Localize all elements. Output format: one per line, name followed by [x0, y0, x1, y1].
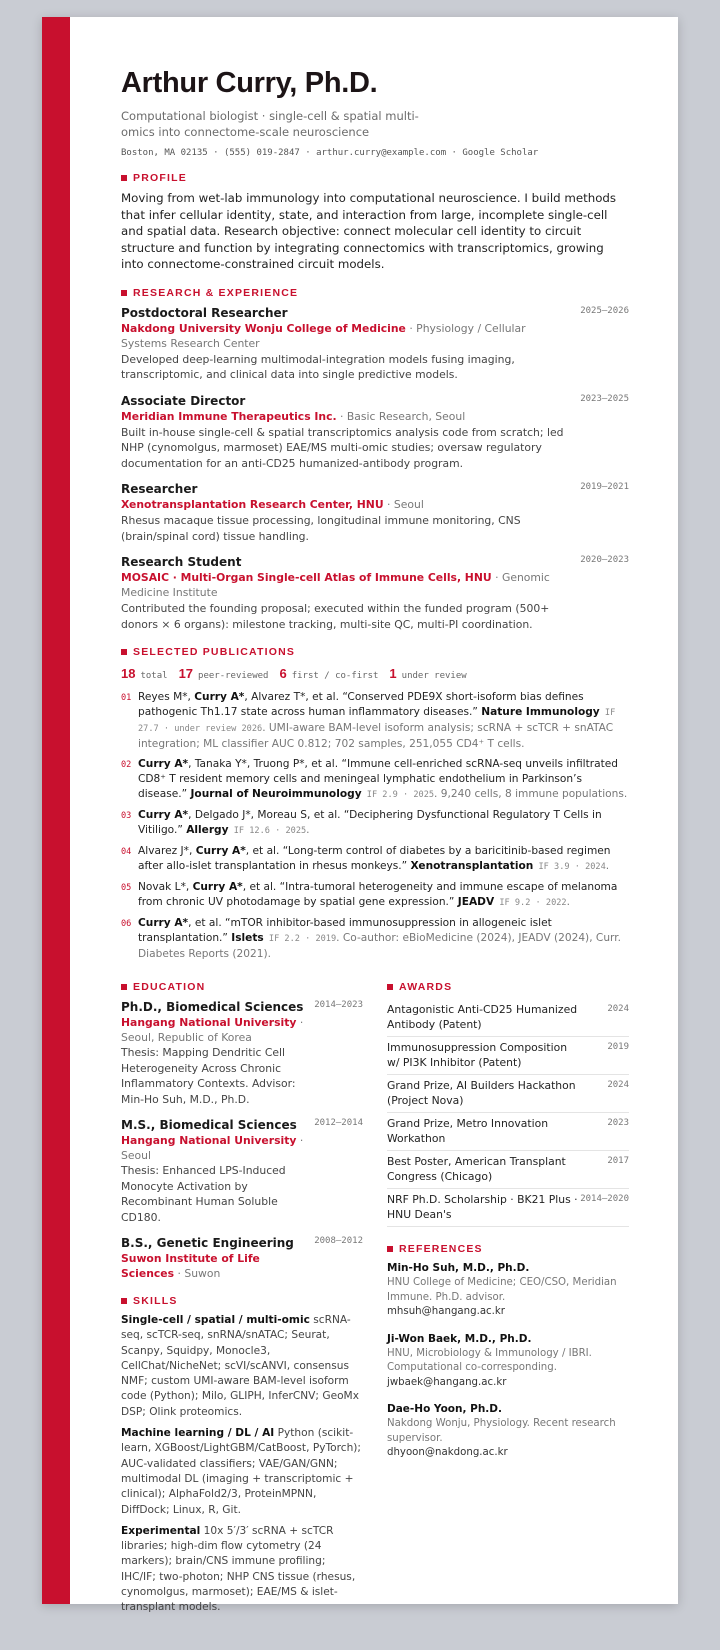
reference-description: Nakdong Wonju, Physiology. Recent research supervisor. [387, 1418, 616, 1444]
publication-number: 04 [121, 847, 132, 857]
job-description: Contributed the founding proposal; executed within the funded program (500+ donors × 6 organs): milestone tracking, multi-site QC, multi-PI coordination. [121, 602, 550, 631]
job-org-detail: · Seoul [383, 498, 424, 511]
award-date: 2017 [607, 1156, 629, 1166]
journal-meta: IF 27.7 · under review 2026 [138, 708, 616, 734]
publication-item [121, 880, 629, 911]
award-date: 2019 [607, 1042, 629, 1052]
job-org-detail: · Genomic Medicine Institute [121, 571, 550, 599]
degree-location: · Seoul [121, 1134, 304, 1162]
reference-description: HNU College of Medicine; CEO/CSO, Meridian Immune. Ph.D. advisor. [387, 1277, 617, 1303]
job-description: Rhesus macaque tissue processing, longitudinal immune monitoring, CNS (brain/spinal cord) tissue handling. [121, 514, 521, 543]
degree-thesis: Thesis: Enhanced LPS-Induced Monocyte Activation by Recombinant Human Soluble CD180. [121, 1164, 286, 1224]
skill-group [121, 1426, 363, 1518]
journal-name: Xenotransplantation [410, 860, 534, 872]
skill-text: Python (scikit-learn, XGBoost/LightGBM/CatBoost, PyTorch); AUC-validated classifiers; VAE/GAN/GNN; multimodal DL (imaging + transcriptomic + clinical); AlphaFold2/3, ProteinMPNN, DiffDock; Linux, R, Git. [121, 1427, 361, 1516]
award-item [387, 1113, 629, 1151]
accent-bar [42, 17, 70, 1604]
journal-meta: IF 12.6 · 2025 [228, 826, 307, 836]
degree-date: 2008–2012 [314, 1236, 363, 1246]
publication-number: 03 [121, 811, 132, 821]
degree-date: 2012–2014 [314, 1118, 363, 1128]
stat-peer-label: peer-reviewed [198, 671, 269, 681]
job-title: Postdoctoral Researcher [121, 305, 288, 320]
experience-heading: RESEARCH & EXPERIENCE [121, 287, 629, 299]
stat-first-count: 6 [279, 666, 287, 681]
education-item [121, 1235, 363, 1281]
self-author: Curry A* [138, 758, 189, 770]
publication-citation: Curry A*, Delgado J*, Moreau S, et al. “Deciphering Dysfunctional Regulatory T Cells in Vitiligo.” Allergy IF 12.6 · 2025. [138, 809, 602, 836]
job-org-line [121, 570, 629, 600]
skill-group [121, 1524, 363, 1616]
reference-item [387, 1261, 629, 1320]
candidate-name: Arthur Curry, Ph.D. [121, 67, 378, 99]
publication-note: . UMI-aware BAM-level isoform analysis; scRNA + scTCR + snATAC integration; ML classifier AUC 0.812; 702 samples, 251,055 CD4⁺ T cells. [138, 722, 614, 750]
award-date: 2024 [607, 1080, 629, 1090]
publication-item [121, 844, 629, 875]
reference-name: Dae-Ho Yoon, Ph.D. [387, 1403, 502, 1415]
reference-item [387, 1332, 629, 1391]
journal-meta: IF 2.2 · 2019 [263, 934, 337, 944]
skill-label: Machine learning / DL / AI [121, 1427, 275, 1440]
stat-total-label: total [140, 671, 168, 681]
job-org: Xenotransplantation Research Center, HNU [121, 498, 384, 511]
award-text: Immunosuppression Composition w/ PI3K Inhibitor (Patent) [387, 1041, 568, 1069]
award-item [387, 1151, 629, 1189]
right-column [387, 967, 629, 1622]
degree-school-line [121, 1251, 363, 1281]
resume-page [42, 17, 678, 1614]
job-org: Meridian Immune Therapeutics Inc. [121, 409, 337, 423]
award-item [387, 1189, 629, 1227]
section-marker-icon [121, 1298, 127, 1304]
job-date: 2020–2023 [580, 555, 629, 565]
degree-date: 2014–2023 [314, 1000, 363, 1010]
publication-note: . [566, 896, 570, 908]
job-org-line [121, 321, 629, 351]
section-marker-icon [121, 290, 127, 296]
award-text: Antagonistic Anti-CD25 Humanized Antibody (Patent) [387, 1003, 578, 1031]
references-heading: REFERENCES [387, 1243, 629, 1255]
degree-location: · Seoul, Republic of Korea [121, 1016, 304, 1044]
reference-description: HNU, Microbiology & Immunology / IBRI. Computational co-corresponding. [387, 1347, 592, 1373]
publication-note: . Co-author: eBioMedicine (2024), JEADV (2024), Curr. Diabetes Reports (2021). [138, 932, 621, 960]
skill-text: scRNA-seq, scTCR-seq, snRNA/snATAC; Seurat, Scanpy, Squidpy, Monocle3, CellChat/NicheNet; scVI/scANVI, consensus NMF; custom UMI-aware BAM-level isoform code (Python); Milo, GLIPH, InferCNV; GeoMx DSP; Olink proteomics. [121, 1314, 359, 1418]
skill-text: 10x 5′/3′ scRNA + scTCR libraries; high-dim flow cytometry (24 markers); brain/CNS immune profiling; IHC/IF; two-photon; NHP CNS tissue (rhesus, cynomolgus, marmoset); EAE/MS & islet-transplant models. [121, 1524, 356, 1614]
stat-review-count: 1 [389, 666, 397, 681]
job-title: Research Student [121, 555, 242, 569]
reference-email[interactable]: mhsuh@hangang.ac.kr [387, 1306, 505, 1317]
publication-number: 05 [121, 883, 132, 893]
contact-line: Boston, MA 02135 · (555) 019-2847 · arthur.curry@example.com · Google Scholar [121, 148, 539, 158]
journal-name: JEADV [457, 896, 495, 908]
reference-email[interactable]: dhyoon@nakdong.ac.kr [387, 1447, 508, 1458]
journal-name: Journal of Neuroimmunology [190, 788, 362, 800]
education-item [121, 1117, 363, 1225]
publication-citation: Curry A*, Tanaka Y*, Truong P*, et al. “Immune cell-enriched scRNA-seq unveils infiltrated CD8⁺ T resident memory cells and meningeal lymphatic endothelium in Parkinson’s disease.” Journal of Neuroimmunology IF 2.9 · 2025. 9,240 cells, 8 immune populations. [138, 758, 628, 800]
experience-item [121, 393, 629, 472]
experience-item [121, 554, 629, 632]
publication-item [121, 808, 629, 839]
award-item [387, 1037, 629, 1075]
stat-total-count: 18 [121, 666, 136, 681]
stat-review-label: under review [401, 671, 467, 681]
job-org-detail: · Physiology / Cellular Systems Research Center [121, 321, 526, 350]
job-date: 2025–2026 [580, 305, 629, 316]
publication-item [121, 757, 629, 803]
publication-number: 06 [121, 919, 132, 929]
publication-citation: Reyes M*, Curry A*, Alvarez T*, et al. “Conserved PDE9X short-isoform bias defines pathogenic Th1.17 state across human inflammatory diseases.” Nature Immunology IF 27.7 · under review 2026. UMI-aware BAM-level isoform analysis; scRNA + scTCR + snATAC integration; ML classifier AUC 0.812; 702 samples, 251,055 CD4⁺ T cells. [138, 691, 616, 750]
degree-school: Hangang National University [121, 1016, 297, 1029]
publication-citation: Curry A*, et al. “mTOR inhibitor-based immunosuppression in allogeneic islet transplantation.” Islets IF 2.2 · 2019. Co-author: eBioMedicine (2024), JEADV (2024), Curr. Diabetes Reports (2021). [138, 917, 621, 960]
publication-item [121, 690, 629, 752]
publication-citation: Alvarez J*, Curry A*, et al. “Long-term control of diabetes by a baricitinib-based regimen after allo-islet transplantation in rhesus monkeys.” Xenotransplantation IF 3.9 · 2024. [138, 845, 611, 872]
journal-meta: IF 2.9 · 2025 [361, 790, 435, 800]
education-heading: EDUCATION [121, 981, 363, 993]
degree-title: Ph.D., Biomedical Sciences [121, 1000, 304, 1014]
reference-item [387, 1402, 629, 1461]
publication-stats [121, 666, 629, 681]
section-marker-icon [121, 984, 127, 990]
skills-heading: SKILLS [121, 1295, 363, 1307]
stat-peer-count: 17 [178, 666, 194, 681]
award-item [387, 1075, 629, 1113]
section-marker-icon [121, 175, 127, 181]
job-org-detail: · Basic Research, Seoul [336, 409, 466, 423]
journal-meta: IF 3.9 · 2024 [533, 862, 606, 872]
publication-note: . [605, 860, 610, 872]
self-author: Curry A* [138, 917, 189, 929]
journal-name: Islets [231, 932, 264, 944]
self-author: Curry A* [195, 845, 246, 857]
award-date: 2014–2020 [580, 1194, 629, 1204]
job-org: Nakdong University Wonju College of Medicine [121, 321, 406, 335]
degree-school-line [121, 1015, 363, 1045]
job-title: Researcher [121, 482, 198, 496]
resume-content [121, 65, 629, 1622]
award-text: Grand Prize, Metro Innovation Workathon [387, 1117, 549, 1145]
award-text: NRF Ph.D. Scholarship · BK21 Plus · HNU Dean's [387, 1193, 578, 1221]
profile-heading: PROFILE [121, 172, 629, 184]
section-marker-icon [121, 649, 127, 655]
profile-text: Moving from wet-lab immunology into computational neuroscience. I build methods that infer cellular identity, state, and interaction from large, incomplete single-cell and spatial data. Research objective: connect molecular cell identity to circuit structure and function by integrating connectomics with transcriptomics, growing into connectome-constrained circuit models. [121, 191, 617, 271]
reference-name: Ji-Won Baek, M.D., Ph.D. [387, 1332, 532, 1345]
self-author: Curry A* [138, 809, 189, 821]
degree-school: Hangang National University [121, 1134, 297, 1147]
job-description: Developed deep-learning multimodal-integration models fusing imaging, transcriptomic, and clinical data into single predictive models. [121, 352, 515, 381]
journal-name: Nature Immunology [481, 706, 600, 718]
tagline: Computational biologist · single-cell & spatial multi-omics into connectome-scale neuroscience [121, 109, 419, 139]
skill-label: Single-cell / spatial / multi-omic [121, 1314, 310, 1326]
award-text: Grand Prize, AI Builders Hackathon (Project Nova) [387, 1079, 576, 1107]
skill-label: Experimental [121, 1524, 201, 1537]
self-author: Curry A* [192, 881, 243, 893]
experience-item [121, 481, 629, 544]
job-date: 2019–2021 [580, 482, 629, 492]
award-date: 2023 [607, 1118, 629, 1128]
degree-title: M.S., Biomedical Sciences [121, 1118, 297, 1132]
degree-thesis: Thesis: Mapping Dendritic Cell Heterogeneity Across Chronic Inflammatory Contexts. Advisor: Min-Ho Suh, M.D., Ph.D. [121, 1046, 296, 1106]
job-org-line [121, 497, 629, 512]
publication-note: . 9,240 cells, 8 immune populations. [434, 788, 628, 800]
self-author: Curry A* [194, 691, 245, 703]
award-text: Best Poster, American Transplant Congress (Chicago) [387, 1155, 566, 1183]
job-title: Associate Director [121, 393, 246, 408]
experience-item [121, 305, 629, 383]
publication-citation: Novak L*, Curry A*, et al. “Intra-tumoral heterogeneity and immune escape of melanoma from chronic UV photodamage by spatial gene expression.” JEADV IF 9.2 · 2022. [138, 881, 618, 908]
stat-first-label: first / co-first [291, 671, 379, 681]
job-description: Built in-house single-cell & spatial transcriptomics analysis code from scratch; led NHP (cynomolgus, marmoset) EAE/MS multi-omic studies; oversaw regulatory documentation for an anti-CD25 humanized-antibody program. [121, 425, 564, 470]
publication-item [121, 916, 629, 962]
degree-location: · Suwon [174, 1267, 221, 1280]
publications-heading: SELECTED PUBLICATIONS [121, 646, 629, 658]
award-item [387, 999, 629, 1037]
left-column [121, 967, 363, 1622]
publication-number: 01 [121, 693, 132, 703]
reference-name: Min-Ho Suh, M.D., Ph.D. [387, 1262, 530, 1274]
job-org: MOSAIC · Multi-Organ Single-cell Atlas of Immune Cells, HNU [121, 571, 492, 584]
skill-group [121, 1313, 363, 1420]
journal-name: Allergy [186, 824, 229, 836]
section-marker-icon [387, 1246, 393, 1252]
job-org-line [121, 409, 629, 424]
journal-meta: IF 9.2 · 2022 [494, 898, 567, 908]
degree-school-line [121, 1133, 363, 1163]
section-marker-icon [387, 984, 393, 990]
publication-note: . [306, 824, 310, 836]
two-column-section [121, 967, 629, 1622]
job-date: 2023–2025 [580, 393, 629, 404]
award-date: 2024 [607, 1004, 629, 1014]
education-item [121, 999, 363, 1107]
reference-email[interactable]: jwbaek@hangang.ac.kr [387, 1376, 507, 1388]
degree-school: Suwon Institute of Life Sciences [121, 1252, 260, 1280]
awards-heading: AWARDS [387, 981, 629, 993]
degree-title: B.S., Genetic Engineering [121, 1236, 294, 1250]
publication-number: 02 [121, 760, 132, 770]
